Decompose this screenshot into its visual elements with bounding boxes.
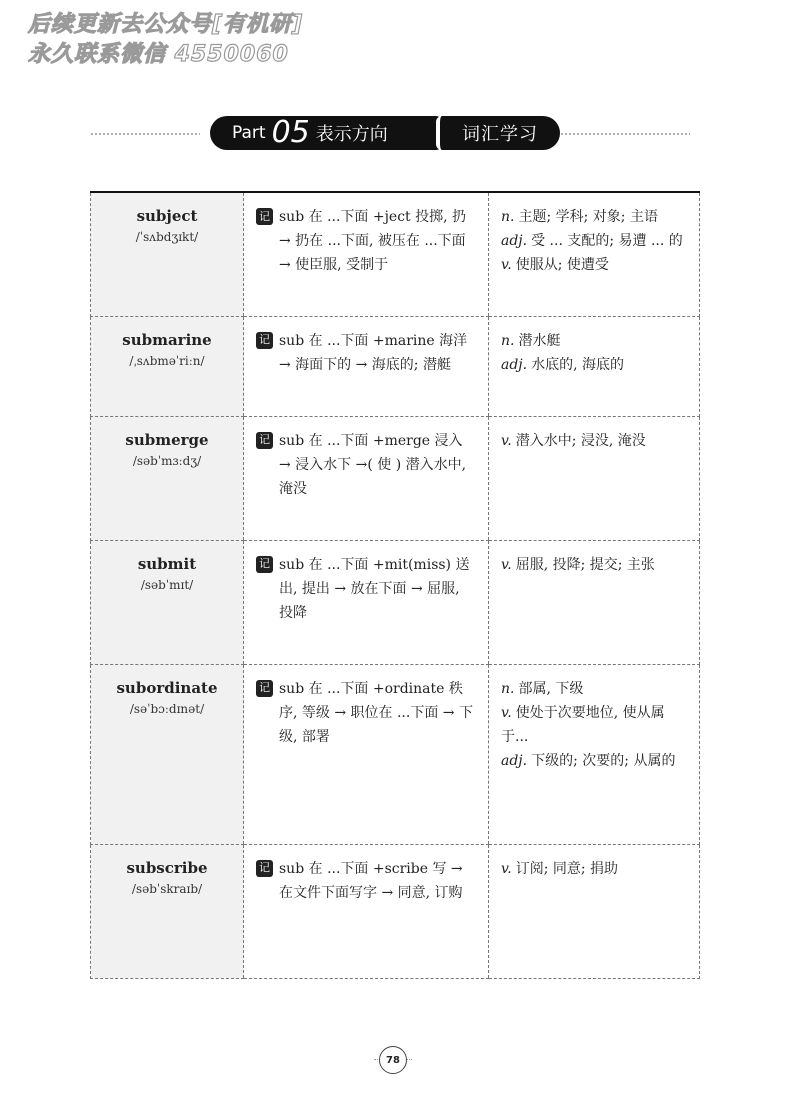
definition-line [501,205,689,229]
table-row [91,316,700,416]
definition-line [501,701,689,749]
table-row [91,540,700,664]
definition-line [501,553,689,577]
part-of-speech: adj. [501,752,528,769]
definition-text: 水底的, 海底的 [531,356,625,373]
definition-cell [489,192,700,316]
part-of-speech: v. [501,432,512,449]
memo-icon: 记 [256,332,273,349]
definition-line [501,353,689,377]
etymology-text: sub 在 ...下面 +ordinate 秩序, 等级 → 职位在 ...下面 → 下级, 部署 [279,680,473,745]
headword: subscribe [126,858,208,877]
etymology [256,677,478,749]
headword: submarine [122,330,212,349]
headword: subject [136,207,198,225]
etymology-cell [244,316,489,416]
phonetic: /səbˈmɪt/ [140,577,194,592]
watermark-line-1: 后续更新去公众号[有机研] [28,12,304,37]
phonetic: /səbˈskraɪb/ [131,881,203,896]
watermark-line-2: 永久联系微信 4550060 [28,42,289,67]
definition-line [501,229,689,253]
vocabulary-table-body [91,192,700,978]
section-label: 词汇学习 [436,116,560,150]
part-of-speech: v. [501,556,512,573]
part-of-speech: n. [501,209,515,225]
watermark [28,10,358,70]
part-of-speech: n. [501,680,515,697]
part-of-speech: v. [501,860,512,877]
dotted-rule-right [560,132,690,137]
definition-line [501,253,689,277]
word-cell [91,316,244,416]
memo-icon: 记 [256,208,273,225]
word-cell [91,844,244,978]
headword: subordinate [116,678,218,697]
definition-line [501,677,689,701]
word-cell [91,416,244,540]
word-cell [91,192,244,316]
definition-line [501,749,689,773]
definition-cell [489,416,700,540]
etymology-text: sub 在 ...下面 +marine 海洋 → 海面下的 → 海底的; 潜艇 [279,332,468,373]
etymology-cell [244,416,489,540]
etymology-cell [244,540,489,664]
part-of-speech: v. [501,257,512,273]
etymology-cell [244,844,489,978]
etymology-text: sub 在 ...下面 +ject 投掷, 扔 → 扔在 ...下面, 被压在 ...下面 → 使臣服, 受制于 [279,209,467,273]
memo-icon: 记 [256,432,273,449]
definition-line [501,429,689,453]
vocabulary-table [90,191,700,979]
definition-text: 订阅; 同意; 捐助 [515,860,619,877]
part-banner [210,116,442,150]
definition-cell [489,664,700,844]
etymology-text: sub 在 ...下面 +merge 浸入 → 浸入水下 →( 使 ) 潜入水中, 淹没 [279,432,467,497]
definition-line [501,857,689,881]
definition-text: 潜水艇 [518,332,561,349]
page-number: 78 [379,1046,407,1074]
etymology-text: sub 在 ...下面 +mit(miss) 送出, 提出 → 放在下面 → 屈服, 投降 [279,556,470,621]
part-of-speech: v. [501,704,512,721]
dotted-rule-left [90,132,200,137]
etymology-cell [244,664,489,844]
phonetic: /ˌsʌbməˈriːn/ [129,353,205,368]
etymology [256,857,478,905]
part-number: 05 [271,115,310,150]
definition-text: 主题; 学科; 对象; 主语 [518,209,658,225]
etymology [256,553,478,625]
part-label: Part [232,123,266,143]
etymology [256,429,478,501]
word-cell [91,664,244,844]
section-header [0,112,800,156]
table-row [91,664,700,844]
word-cell [91,540,244,664]
definition-line [501,329,689,353]
headword: submit [137,554,197,573]
table-row [91,416,700,540]
definition-cell [489,316,700,416]
definition-cell [489,844,700,978]
definition-text: 下级的; 次要的; 从属的 [531,752,676,769]
memo-icon: 记 [256,680,273,697]
memo-icon: 记 [256,556,273,573]
definition-text: 受 ... 支配的; 易遭 ... 的 [531,233,683,249]
phonetic: /səˈbɔːdɪnət/ [129,701,205,716]
etymology-cell [244,192,489,316]
part-of-speech: adj. [501,356,528,373]
definition-text: 使处于次要地位, 使从属于... [501,704,665,745]
headword: submerge [125,430,209,449]
table-row [91,844,700,978]
etymology-text: sub 在 ...下面 +scribe 写 → 在文件下面写字 → 同意, 订购 [279,860,463,901]
part-of-speech: adj. [501,233,528,249]
part-title: 表示方向 [315,124,388,145]
memo-icon: 记 [256,860,273,877]
phonetic: /ˈsʌbdʒɪkt/ [135,230,199,244]
definition-text: 潜入水中; 浸没, 淹没 [515,432,646,449]
etymology [256,329,478,377]
phonetic: /səbˈmɜːdʒ/ [132,453,202,468]
definition-text: 使服从; 使遭受 [515,257,609,273]
table-row [91,192,700,316]
part-of-speech: n. [501,332,515,349]
definition-cell [489,540,700,664]
definition-text: 屈服, 投降; 提交; 主张 [515,556,655,573]
etymology [256,205,478,277]
definition-text: 部属, 下级 [518,680,584,697]
